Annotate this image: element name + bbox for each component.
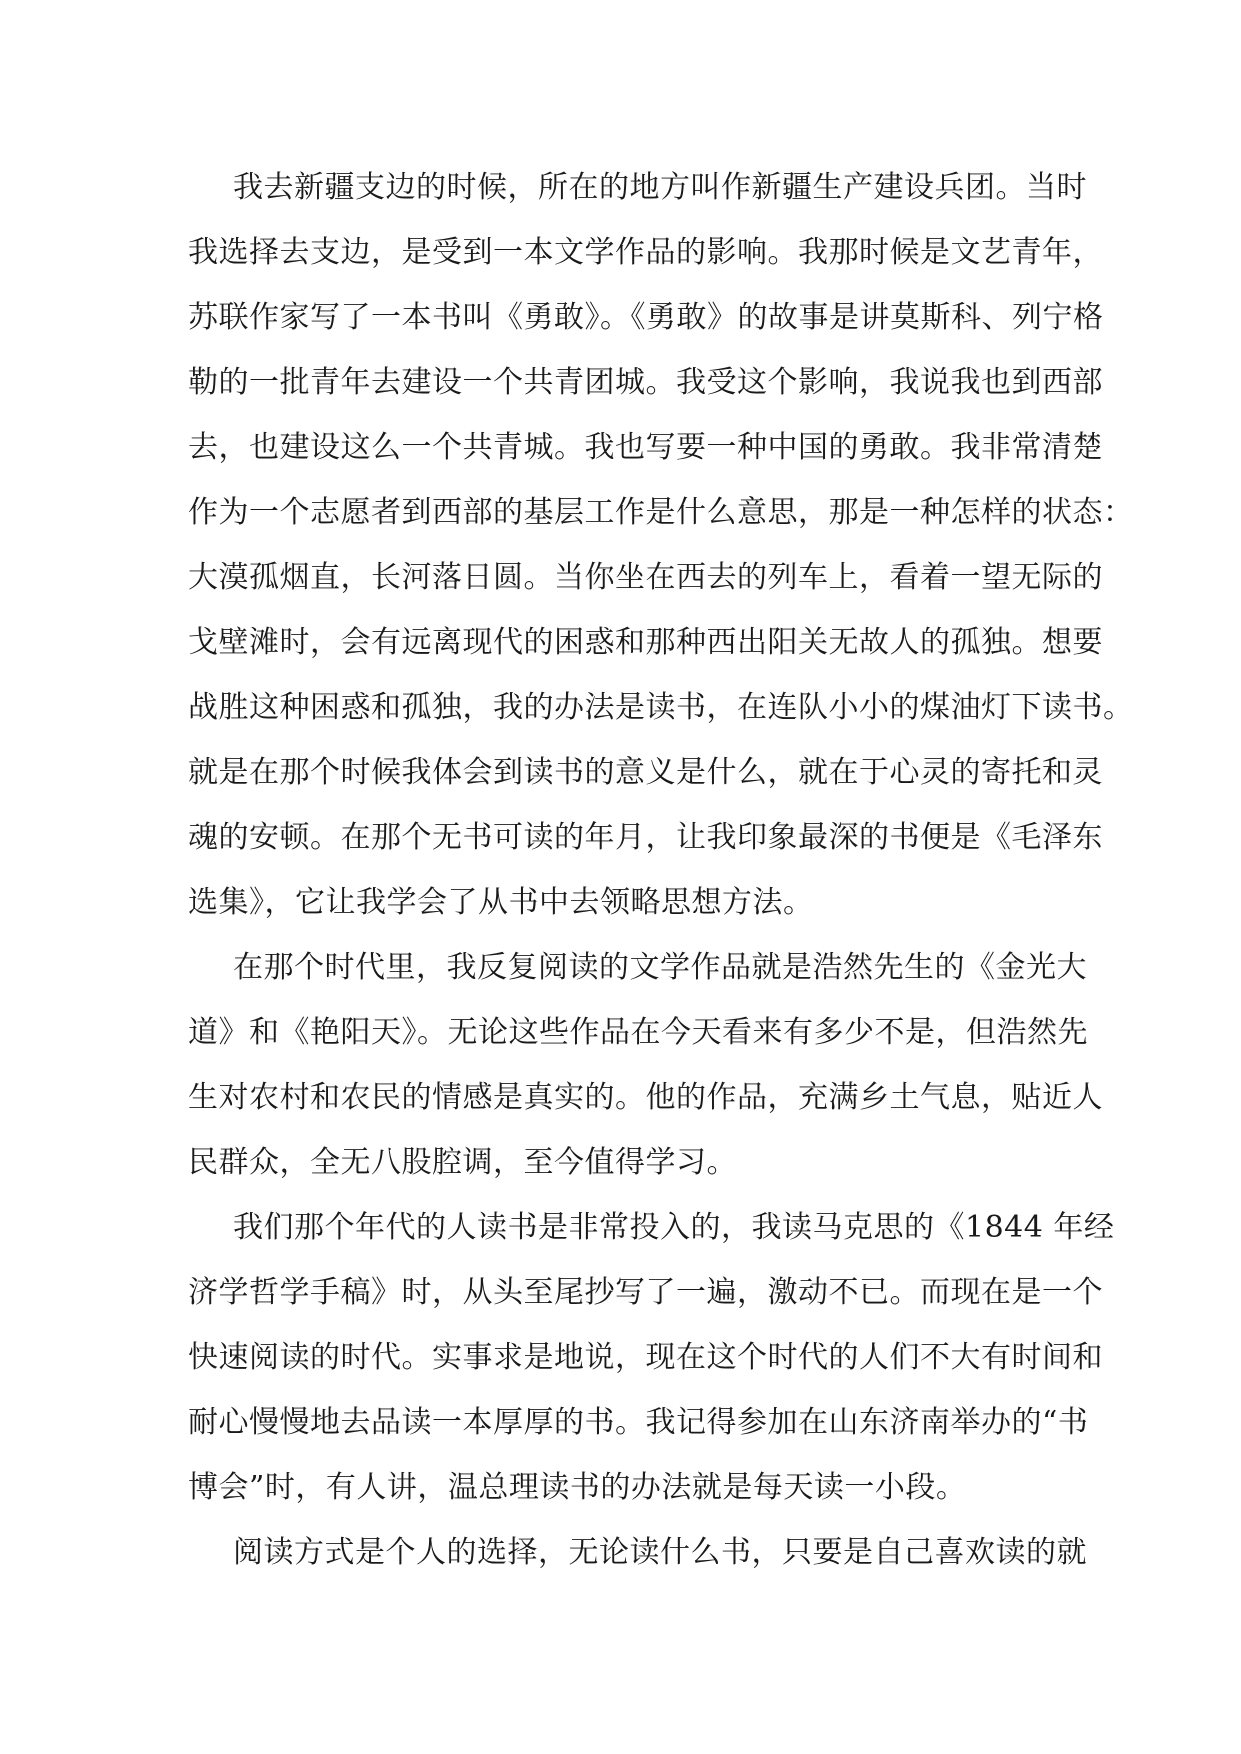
text-line: 阅读方式是个人的选择，无论读什么书，只要是自己喜欢读的就 — [233, 1535, 1087, 1570]
document-body — [188, 155, 1134, 1585]
paragraph — [188, 155, 1134, 935]
text-line: 戈壁滩时，会有远离现代的困惑和那种西出阳关无故人的孤独。想要 — [188, 625, 1103, 660]
text-line: 我去新疆支边的时候，所在的地方叫作新疆生产建设兵团。当时 — [233, 170, 1087, 205]
text-line: 作为一个志愿者到西部的基层工作是什么意思，那是一种怎样的状态： — [188, 495, 1134, 530]
text-line: 在那个时代里，我反复阅读的文学作品就是浩然先生的《金光大 — [233, 950, 1087, 985]
text-line: 选集》，它让我学会了从书中去领略思想方法。 — [188, 885, 814, 920]
text-line: 去，也建设这么一个共青城。我也写要一种中国的勇敢。我非常清楚 — [188, 430, 1103, 465]
text-line: 济学哲学手稿》时，从头至尾抄写了一遍，激动不已。而现在是一个 — [188, 1275, 1103, 1310]
text-line: 战胜这种困惑和孤独，我的办法是读书，在连队小小的煤油灯下读书。 — [188, 690, 1134, 725]
text-line: 魂的安顿。在那个无书可读的年月，让我印象最深的书便是《毛泽东 — [188, 820, 1103, 855]
text-line: 苏联作家写了一本书叫《勇敢》。《勇敢》的故事是讲莫斯科、列宁格 — [188, 300, 1104, 335]
text-line: 快速阅读的时代。实事求是地说，现在这个时代的人们不大有时间和 — [188, 1340, 1103, 1375]
text-line: 博会”时，有人讲，温总理读书的办法就是每天读一小段。 — [188, 1470, 967, 1505]
text-line: 道》和《艳阳天》。无论这些作品在今天看来有多少不是，但浩然先 — [188, 1015, 1088, 1050]
text-line: 大漠孤烟直，长河落日圆。当你坐在西去的列车上，看着一望无际的 — [188, 560, 1103, 595]
text-line: 勒的一批青年去建设一个共青团城。我受这个影响，我说我也到西部 — [188, 365, 1103, 400]
text-line: 我们那个年代的人读书是非常投入的，我读马克思的《1844 年经 — [233, 1210, 1115, 1245]
paragraph — [188, 1520, 1087, 1585]
text-line: 就是在那个时候我体会到读书的意义是什么，就在于心灵的寄托和灵 — [188, 755, 1103, 790]
paragraph — [188, 1195, 1115, 1520]
text-line: 民群众，全无八股腔调，至今值得学习。 — [188, 1145, 737, 1180]
text-line: 生对农村和农民的情感是真实的。他的作品，充满乡土气息，贴近人 — [188, 1080, 1103, 1115]
paragraph — [188, 935, 1103, 1195]
text-line: 我选择去支边，是受到一本文学作品的影响。我那时候是文艺青年， — [188, 235, 1103, 270]
text-line: 耐心慢慢地去品读一本厚厚的书。我记得参加在山东济南举办的“书 — [188, 1405, 1089, 1440]
